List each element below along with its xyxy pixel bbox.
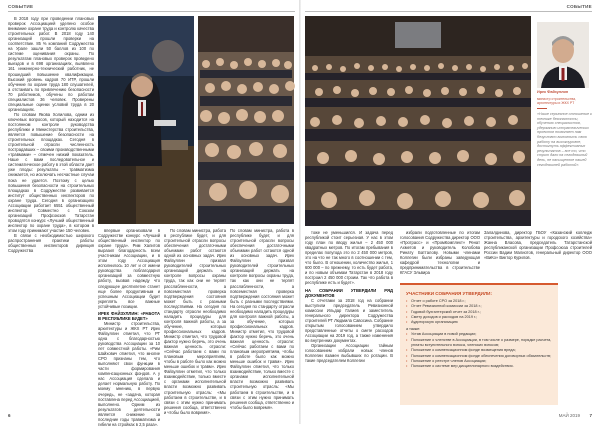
right-column-1	[305, 230, 393, 412]
minister-portrait	[537, 22, 589, 88]
participants-item: • Годовой бухгалтерский отчет за 2018 г.;	[406, 310, 552, 315]
right-col2-para-1: избрали подготовленные по итогам голосования Содружества директор ООО «Протрасс» и «ПромКомплект» Ренат Ахметов и руководитель Колобова Ринату Батталову. Новыми членами Коллегии были избраны заведующая кафедрой технологии и предпринимательства в строительстве КГАСУ Эльвира	[400, 230, 480, 276]
left-col1-para-2: По словам Якова Холилова, одним из ключевых вопросов, который находится на постоянном контроле руководства республики и Министерства строительства, является повышение безопасности на строительных площадках. Сегодня в строительной отрасли численность пострадавших – своими производственными «травмами» – отмечен низкий показатель. Наше с вами последовательное и систематическое работу в этой области дает уже плоды: результаты – травматизма снижается, но исключать несчастные случаи пока не удается. Поэтому с целью повышения безопасности на строительных площадках в Содружестве развивается институт общественных инспекторов по охране труда. Сегодня в организациях Ассоциации работает 6551 общественный инспектор. Совместно с Союзом организаций Профсоюзов Татарстан проводятся конкурс «Лучший общественный инспектор по охране труда», в котором в этом году принимают участие 150 человек.	[8, 111, 94, 233]
participants-item: • Устав Ассоциации в новой редакции;	[406, 332, 552, 337]
left-col2-heading: ИРЕК ФАЙЗУЛЛИН: «РАБОТА В РЕСПУБЛИКЕ БУДЕТ»	[98, 310, 160, 321]
minister-portrait-graphic	[537, 22, 589, 88]
participants-item: • Положение о реестре членов Ассоциации;	[406, 359, 552, 364]
participants-sub: а также:	[406, 327, 421, 332]
left-col1-para-1: В 2018 году при проведении плановых проверок Ассоциацией уделено особое внимание охране труда и контролю качества строительных работ. В 2018 году 140 организаций прошли проверки на соответствие. 85 % компаний Содружества на Урале зашли 50 баллов из 100 по системе оценивания охраны. По результатам плановых проверок проведено выездов и в 698 организациях, выявлено 161 инженерно-технический работник, не прошедший повышение квалификации. Высокий уровень кадров 70 ИТР, прошли обучение по охране труда 180 слушателей, а отстаивать по привлечению безопасности 70 работников, обучены по работам специалистов 36 человек. Проверены специальные оценки условий труда в 20 организациях.	[8, 16, 94, 112]
caption-quote: «Наше серьезное отношение к технике безопасности, обучению специалистов, удержанию истратегических проектов позволяет нам безусловно выполнить свою работу на высокоуровне, достигнуть эффективных результатов – все то, что стрит дало на сегодняшний день, не насыщенное нашей сегодняшней работой».	[537, 112, 592, 167]
right-col1-para-1: тоже не уменьшился. И задача перед республикой стоит серьезная. У нас в этом году план по вводу жилья – 2 450 000 квадратных метров. По итогам пребывания в пределах полугода это по 2 450 000 метров, это на что не так много в соотношении с тем, что было. В отношении, количество жилья, 1 600 000 – по прежнему, то есть будет работа, и по новым объемам Татарстан в 2018 году построил 2 450 000 строим. Так что работа в республике есть и будет».	[305, 230, 393, 286]
hall-photo-graphic	[305, 16, 531, 226]
left-col3-para-1: По словам министра, работа в республике будет, и для строительной отрасли вопросы обеспечения достаточными объемами работ остаются одной из основных задач. Ирек Файзуллин призвал руководителей строительных организаций держать на контроле вопросы охраны труда, так как они не терпят расслабленности, а повсеместная проверка подтверждения состояния может быть с разными последствиями. На сегодня по стандарту отрасли необходимо наладить процедуры для контроля важной работы, а за обучение, которых профессиональных кадров. Министр отметил, что трудовой фактор нужно беречь, это очень важная ценность отрасли: «Сейчас работаем с вами по плановым мероприятиям, чтобы в работе было как можно меньше ошибок и травм». Ирек Файзуллин отметил, что только взаимодействие, только вместе с органами исполнительной власти возможно развивать строительную отрасль: «Мы работаем в строительстве, и в связи с этим нужно принимать решения сообща, ответственно и чтобы было вовремя».	[164, 228, 226, 415]
left-column-1	[8, 16, 94, 412]
participants-item: • Аудиторскую организацию	[406, 320, 552, 325]
participants-item: • Смету доходов и расходов на 2019 г.;	[406, 315, 552, 320]
right-col1-para-3: Организации Ассоциации тайным голосованием избрали новых членов Коллегии взамен выбывших по ротации. В такие председателем Коллегии	[305, 343, 393, 364]
participants-item: • Положение о членстве в Ассоциации, в том числе о размере, порядке расчета, уплаты вступительного взноса, членских взносов;	[406, 338, 552, 349]
right-header-rule	[305, 11, 592, 12]
right-col1-para-2: С отчетами за 2018 год на собрании выступили председатель Ревизионной комиссии Ильдар Галиев и заместитель генерального директора Содружества строителей РТ Людмила Савосина. Собрание открытым голосованием утвердило представленные отчеты о смете расходов Ассоциации на 2019 год, а также изменения во внутренних документах.	[305, 297, 393, 343]
speaker-photo	[98, 16, 194, 224]
participants-box-title: УЧАСТНИКИ СОБРАНИЯ УТВЕРДИЛИ:	[406, 291, 492, 296]
participants-box	[400, 283, 558, 405]
participants-item: • Отчет о работе СРО за 2018 г.;	[406, 299, 552, 304]
audience-photo-graphic	[198, 16, 294, 224]
right-page-number: 7	[589, 413, 592, 418]
left-column-4	[230, 228, 294, 412]
participants-list-2	[406, 332, 552, 369]
right-section-tag: СОБЫТИЕ	[566, 4, 592, 9]
left-column-3	[164, 228, 226, 415]
right-col1-heading: НА СОБРАНИИ УТВЕРДИЛИ РЯД ДОКУМЕНТОВ	[305, 287, 393, 298]
left-col4-para-1: По словам министра, работа в республике будет, и для строительной отрасли вопросы обеспечения достаточными объемами работ остаются одной из основных задач. Ирек Файзуллин призвал руководителей строительных организаций держать на контроле вопросы охраны труда, так как они не терпят расслабленности, а повсеместная проверка подтверждения состояния может быть с разными последствиями. На сегодня по стандарту отрасли необходимо наладить процедуры для контроля важной работы, а за обучение, которых профессиональных кадров. Министр отметил, что трудовой фактор нужно беречь, это очень важная ценность отрасли: «Сейчас работаем с вами по плановым мероприятиям, чтобы в работе было как можно меньше ошибок и травм». Ирек Файзуллин отметил, что только взаимодействие, только вместе с органами исполнительной власти возможно развивать строительную отрасль: «Мы работаем в строительстве, и в связи с этим нужно принимать решения сообща, ответственно и чтобы было вовремя».	[230, 228, 295, 410]
hall-photo	[305, 16, 531, 226]
participants-list	[406, 299, 552, 325]
participants-item: • Отчет Ревизионной комиссии за 2018 г.;	[406, 304, 552, 309]
page-gutter	[299, 0, 301, 424]
right-column-2	[400, 230, 480, 280]
left-col2-para-1: впервые организовали в Содружестве конкурс «Лучший общественный инспектор по охране труда». Рим Халитов выразил благодарность всем участникам Ассоциации, и в этом году Ассоциация исполнилось 10 лет и от имени руководства поблагодарил организаций за совместную работу, вызвав надежду что следующее десятилетие станет еще более продуктивным и успешным Ассоциации будет укреплять все важные устойчивые позиции.	[98, 228, 160, 309]
caption-role: министр строительства, архитектуры и ЖКХ РТ	[537, 96, 577, 105]
speaker-photo-graphic	[98, 16, 194, 224]
right-col3-para-1: Залалдинова, директор ГБОУ «Казанский колледж строительства, архитектуры и городского хозяйства» Жанна Власова, председатель Татарстанской республиканской организации Профсоюза строителей России Вадим Малиотов, генеральный директор ООО «ВиКо» Виктор Курилов.	[484, 230, 592, 261]
left-col1-para-3: В связи с необходимостью широкого распространения практики работы общественных инспекторов дирекция Содружества	[8, 233, 94, 254]
participants-item: • Положение о компенсационном фонде возмещения вреда;	[406, 348, 552, 353]
right-column-3	[484, 230, 592, 280]
left-header-rule	[8, 11, 295, 12]
portrait-caption	[537, 90, 592, 167]
participants-item: • Положение о компенсационном фонде обеспечения договорных обязательств;	[406, 354, 552, 359]
participants-item: • Положение о системе мер дисциплинарного воздействия.	[406, 364, 552, 369]
left-col2-para-2: Министр строительства, архитектуры и ЖКХ РТ Ирек Файзуллин отметил, что РТ одна с благодарностью руководства Ассоциации за 10 лет совместной работы. «Рим Шайхович отметил, что многие СРО признаны тем, что выполняют свои функции в части формирования компенсационных фондов. А у нас Ассоциация сделала и делает нормальную работу. По моему мнению, в первую очередь, не «задача, которая поставлена перед Ассоциацией, выполнено. Одним из результатов деятельности является снижение за последние годы травматизма и гибели на стройках в 2,5 раза».	[98, 320, 160, 427]
audience-photo	[198, 16, 294, 224]
left-column-2	[98, 228, 160, 427]
caption-divider	[537, 108, 547, 109]
issue-date: МАЙ 2019	[558, 413, 580, 418]
left-page-number: 6	[8, 413, 11, 418]
left-section-tag: СОБЫТИЕ	[8, 4, 34, 9]
caption-name: Ирек Файзуллин	[537, 90, 569, 94]
